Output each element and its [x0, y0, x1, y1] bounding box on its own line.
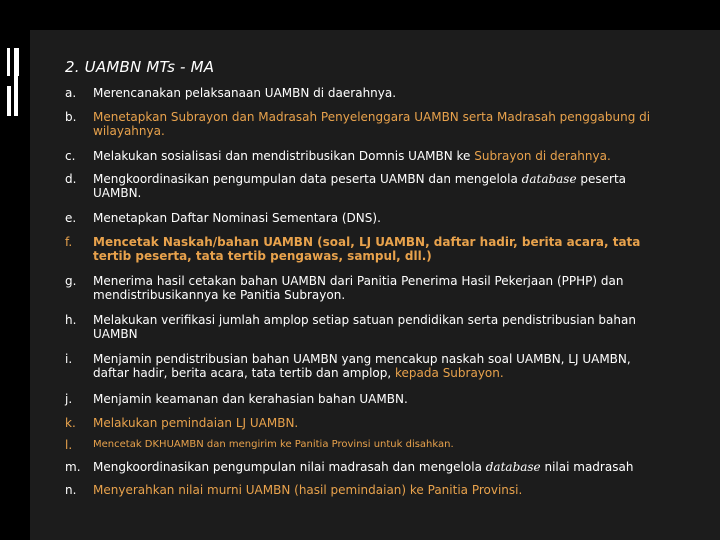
list-item-letter: g.	[65, 274, 77, 288]
list-item-letter: f.	[65, 235, 73, 249]
list-item-h	[65, 313, 665, 341]
list-item-letter: k.	[65, 416, 76, 430]
list-item-letter: m.	[65, 460, 81, 474]
list-item-f	[65, 235, 665, 263]
list-item-letter: b.	[65, 110, 77, 124]
list-item-c	[65, 149, 665, 163]
list-item-text: Mengkoordinasikan pengumpulan data peserta UAMBN dan mengelola database peserta UAMBN.	[93, 172, 627, 200]
list-item-i	[65, 352, 665, 380]
list-item-text: Mengkoordinasikan pengumpulan nilai madrasah dan mengelola database nilai madrasah	[93, 460, 634, 474]
list-item-letter: c.	[65, 149, 76, 163]
list-item-letter: l.	[65, 438, 73, 452]
list-item-text: Menetapkan Daftar Nominasi Sementara (DNS).	[93, 211, 381, 225]
list-item-text: Menyerahkan nilai murni UAMBN (hasil pemindaian) ke Panitia Provinsi.	[93, 483, 523, 497]
list-item-text: Menerima hasil cetakan bahan UAMBN dari Panitia Penerima Hasil Pekerjaan (PPHP) dan mendistribusikannya ke Panitia Subrayon.	[93, 274, 624, 302]
list-item-j	[65, 392, 665, 406]
decor-bar	[14, 56, 18, 116]
list-item-letter: j.	[65, 392, 73, 406]
list-item-b	[65, 110, 665, 138]
list-item-letter: a.	[65, 86, 77, 100]
list-item-d	[65, 172, 665, 200]
list-item-letter: n.	[65, 483, 77, 497]
list-item-text: Melakukan pemindaian LJ UAMBN.	[93, 416, 299, 430]
list-item-letter: e.	[65, 211, 77, 225]
list-item-k	[65, 416, 665, 430]
list-item-text: Menjamin keamanan dan kerahasian bahan UAMBN.	[93, 392, 408, 406]
slide-title: 2. UAMBN MTs - MA	[65, 58, 215, 76]
list-item-text: Mencetak Naskah/bahan UAMBN (soal, LJ UAMBN, daftar hadir, berita acara, tata tertib peserta, tata tertib pengawas, sampul, dll.)	[93, 235, 641, 263]
list-item-letter: d.	[65, 172, 77, 186]
list-item-text: Menetapkan Subrayon dan Madrasah Penyelenggara UAMBN serta Madrasah penggabung di wilayahnya.	[93, 110, 651, 138]
list-item-g	[65, 274, 665, 302]
list-item-text: Melakukan verifikasi jumlah amplop setiap satuan pendidikan serta pendistribusian bahan UAMBN	[93, 313, 636, 341]
list-item-text: Mencetak DKHUAMBN dan mengirim ke Panitia Provinsi untuk disahkan.	[93, 439, 454, 450]
list-item-text: Melakukan sosialisasi dan mendistribusikan Domnis UAMBN ke Subrayon di derahnya.	[93, 149, 611, 163]
decor-bar	[7, 86, 11, 116]
list-item-text: Merencanakan pelaksanaan UAMBN di daerahnya.	[93, 86, 397, 100]
list-item-letter: i.	[65, 352, 73, 366]
list-item-e	[65, 211, 665, 225]
list-item-l	[65, 438, 665, 452]
list-item-letter: h.	[65, 313, 77, 327]
list-item-m	[65, 460, 665, 474]
list-item-a	[65, 86, 665, 100]
list-item-text: Menjamin pendistribusian bahan UAMBN yang mencakup naskah soal UAMBN, LJ UAMBN, daftar hadir, berita acara, tata tertib dan amplop, kepada Subrayon.	[93, 352, 631, 380]
decor-bar	[7, 48, 10, 76]
list-item-n	[65, 483, 665, 497]
